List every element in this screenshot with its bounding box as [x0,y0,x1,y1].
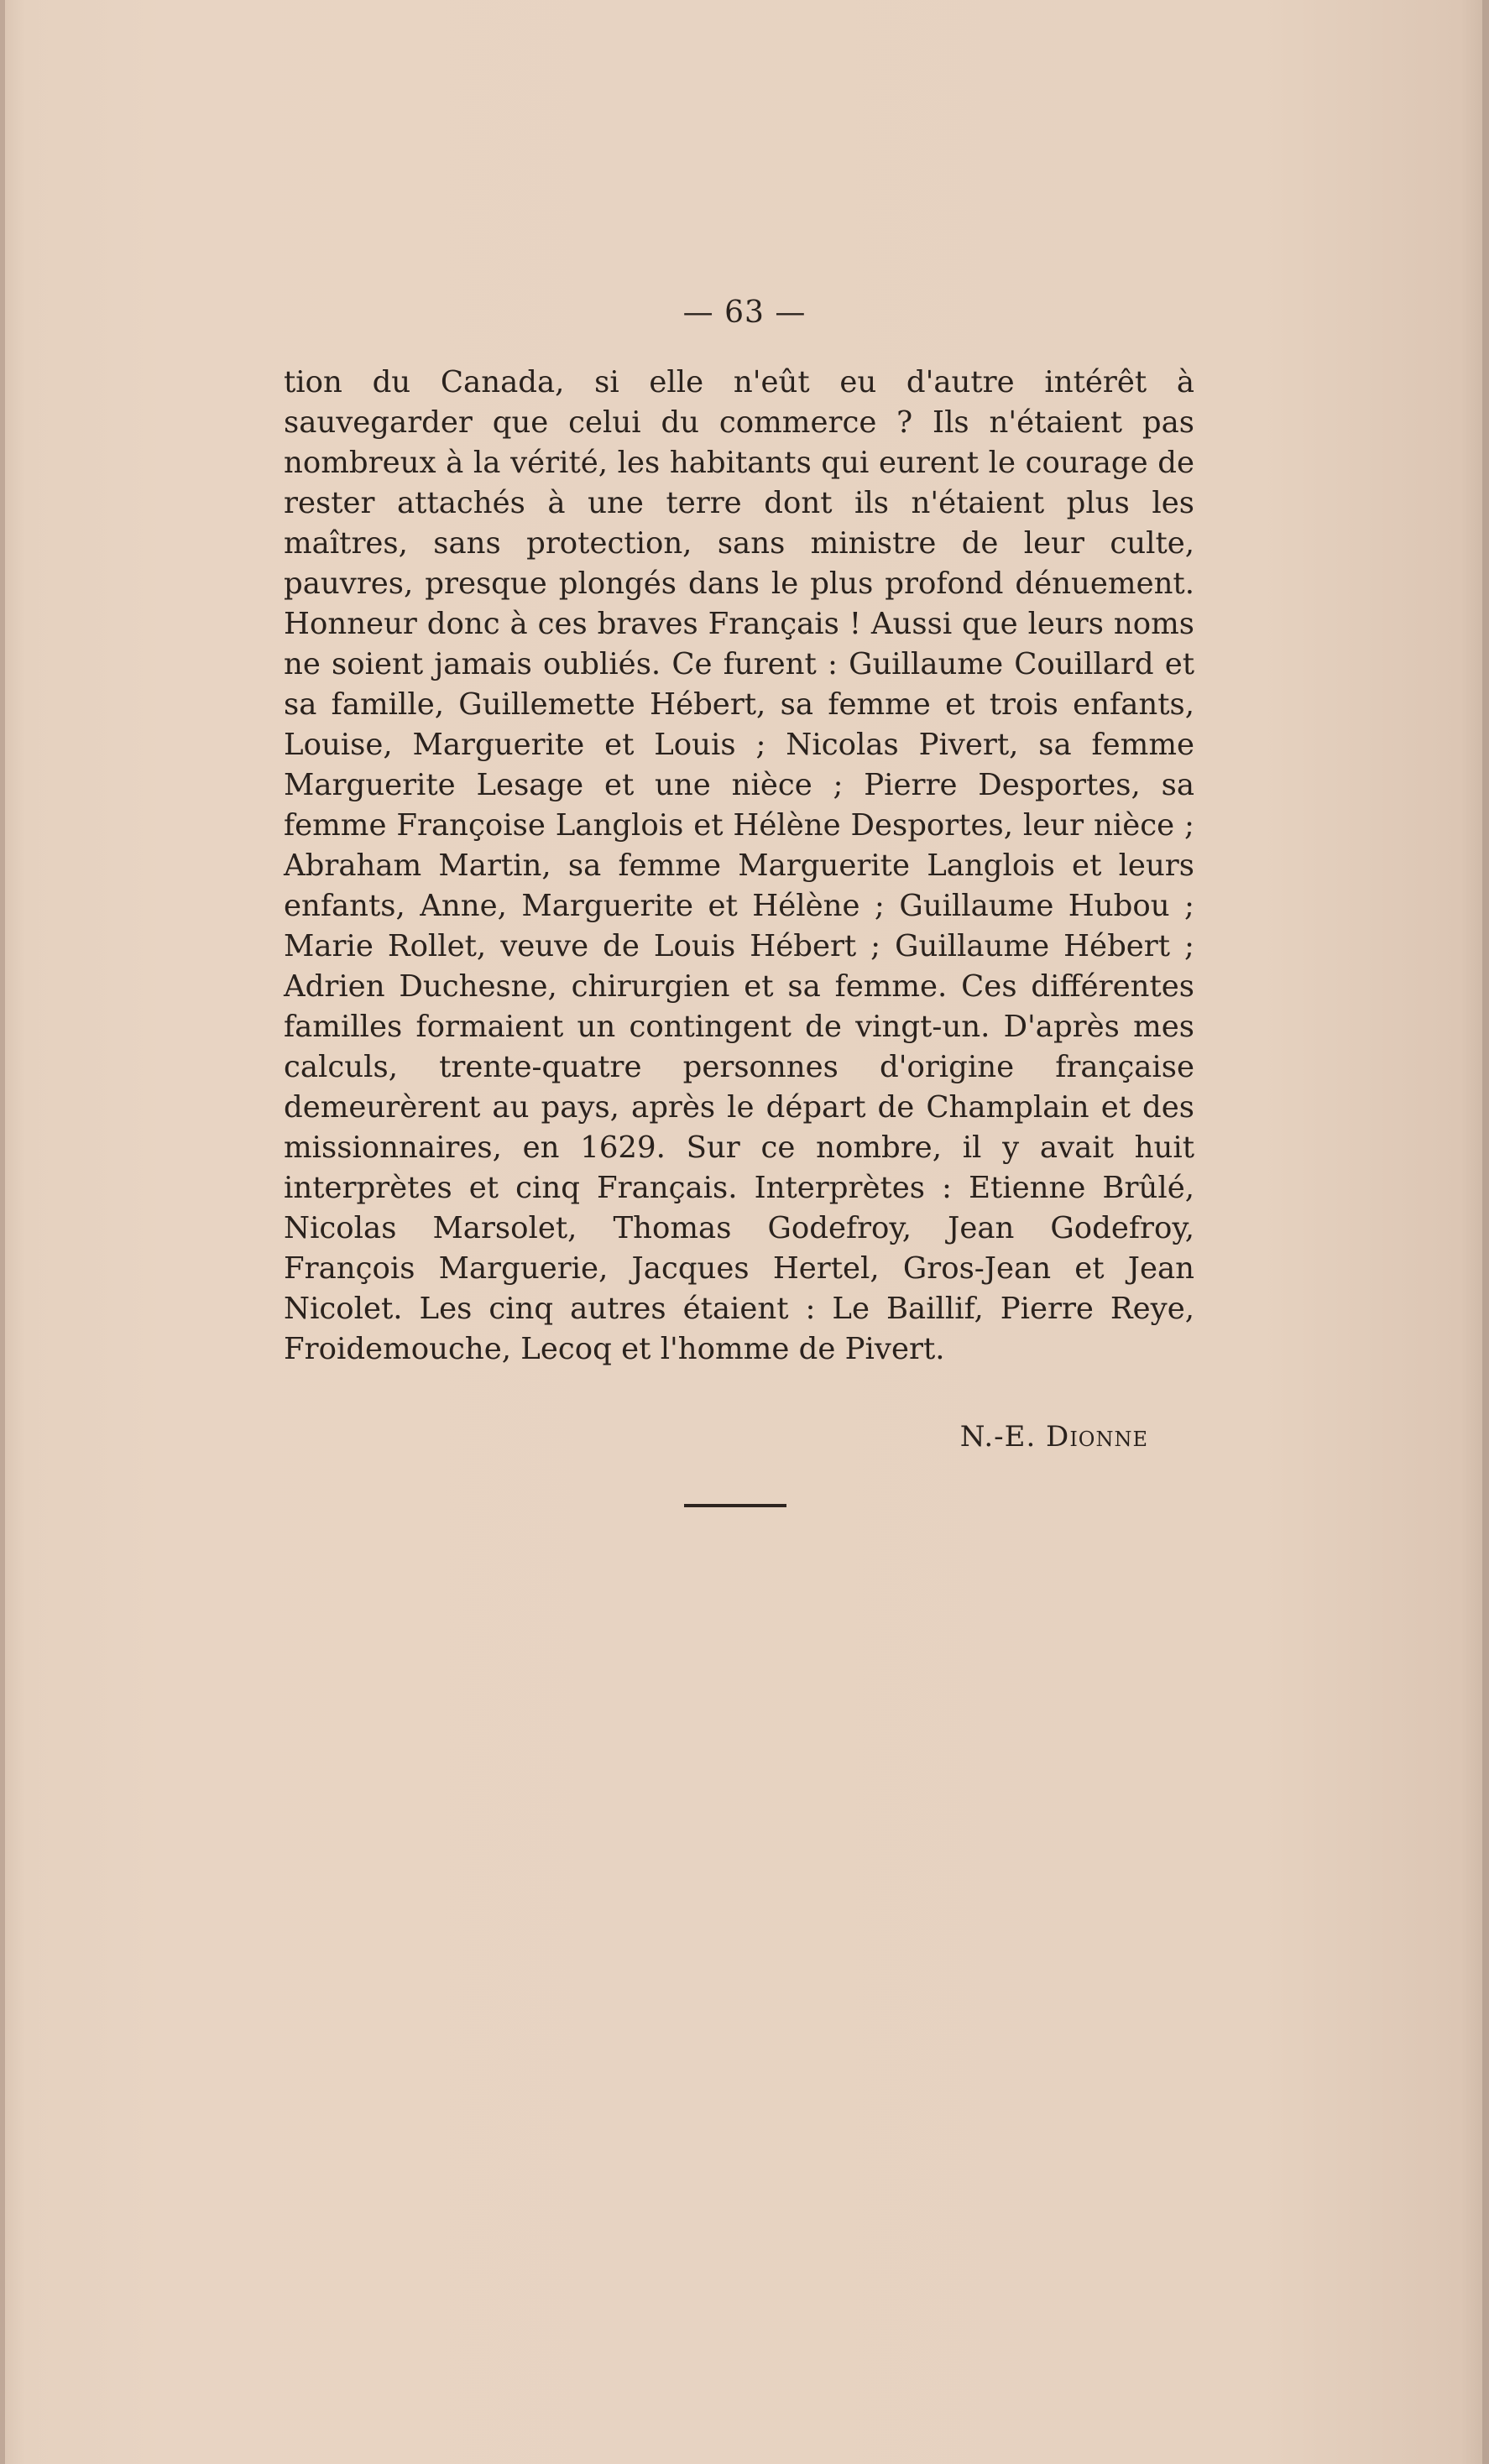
page-number: — 63 — [682,295,807,330]
body-text [284,363,1194,1370]
author-signature: N.-E. Dionne [959,1420,1148,1454]
body-paragraph: tion du Canada, si elle n'eût eu d'autre intérêt à sauvegarder que celui du commerce ? Ils n'étaient pas nombreux à la vérité, les habitants qui eurent le courage de rester attachés à une terre dont ils n'étaient plus les maîtres, sans protection, sans ministre de leur culte, pauvres, presque plongés dans le plus profond dénuement. Honneur donc à ces braves Français ! Aussi que leurs noms ne soient jamais oubliés. Ce furent : Guillaume Couillard et sa famille, Guillemette Hébert, sa femme et trois enfants, Louise, Marguerite et Louis ; Nicolas Pivert, sa femme Marguerite Lesage et une nièce ; Pierre Desportes, sa femme Françoise Langlois et Hélène Desportes, leur nièce ; Abraham Martin, sa femme Marguerite Langlois et leurs enfants, Anne, Marguerite et Hélène ; Guillaume Hubou ; Marie Rollet, veuve de Louis Hébert ; Guillaume Hébert ; Adrien Duchesne, chirurgien et sa femme. Ces différentes familles formaient un contingent de vingt-un. D'après mes calculs, trente-quatre personnes d'origine française demeurèrent au pays, après le départ de Champlain et des missionnaires, en 1629. Sur ce nombre, il y avait huit interprètes et cinq Français. Interprètes : Etienne Brûlé, Nicolas Marsolet, Thomas Godefroy, Jean Godefroy, François Marguerie, Jacques Hertel, Gros-Jean et Jean Nicolet. Les cinq autres étaient : Le Baillif, Pierre Reye, Froidemouche, Lecoq et l'homme de Pivert. [284,365,1194,1366]
page-right-edge [1482,0,1489,2464]
end-rule [684,1504,786,1507]
page-left-edge [0,0,5,2464]
